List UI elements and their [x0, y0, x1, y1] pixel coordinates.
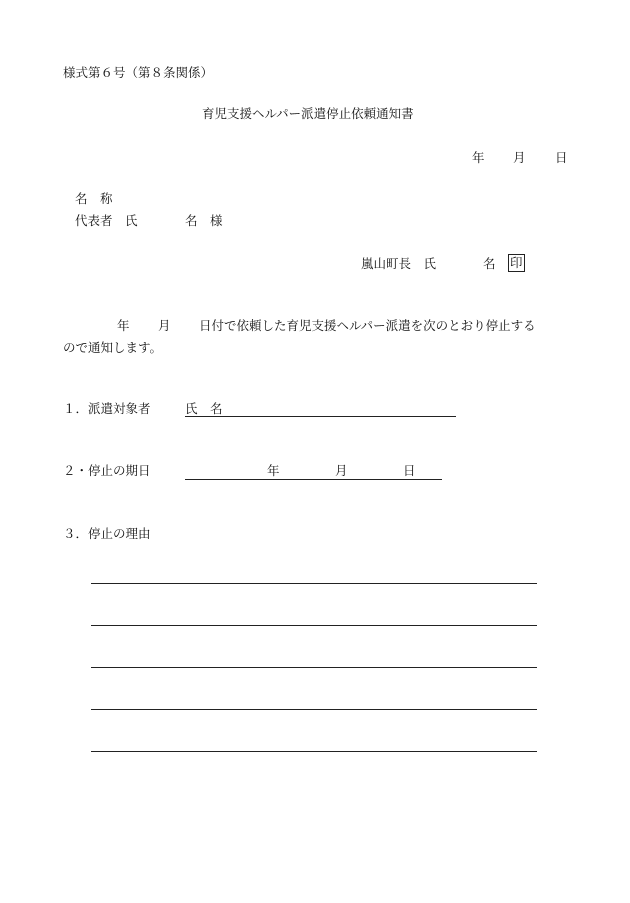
seal-label: 印 [510, 255, 523, 270]
body-year: 年 [117, 318, 130, 333]
reason-line [91, 709, 537, 710]
date-day-label: 日 [555, 150, 568, 165]
item1-underline [185, 416, 456, 417]
date-year-label: 年 [472, 150, 485, 165]
recipient-name-label: 名 称 [75, 191, 113, 206]
item2-month: 月 [335, 463, 348, 478]
reason-line [91, 583, 537, 584]
form-number: 様式第６号（第８条関係） [63, 65, 214, 80]
sender-name-char: 名 [483, 256, 496, 271]
item1-label: １．派遣対象者 [63, 401, 151, 416]
item2-day: 日 [403, 463, 416, 478]
sender-title: 嵐山町長 氏 [361, 256, 437, 271]
item1-field-label: 氏 名 [185, 401, 223, 416]
reason-line [91, 625, 537, 626]
recipient-rep-name: 名 様 [185, 213, 223, 228]
item2-underline [185, 479, 442, 480]
item2-label: ２・停止の期日 [63, 463, 151, 478]
item3-label: ３．停止の理由 [63, 526, 151, 541]
recipient-rep-label: 代表者 氏 [75, 213, 138, 228]
reason-line [91, 667, 537, 668]
item2-year: 年 [267, 463, 280, 478]
body-text-line2: ので通知します。 [63, 340, 163, 355]
seal-mark [508, 254, 525, 272]
reason-line [91, 751, 537, 752]
document-title: 育児支援ヘルパー派遣停止依頼通知書 [202, 106, 414, 121]
body-month: 月 [158, 318, 171, 333]
body-text-line1: 日付で依頼した育児支援ヘルパー派遣を次のとおり停止する [199, 318, 536, 333]
date-month-label: 月 [513, 150, 526, 165]
